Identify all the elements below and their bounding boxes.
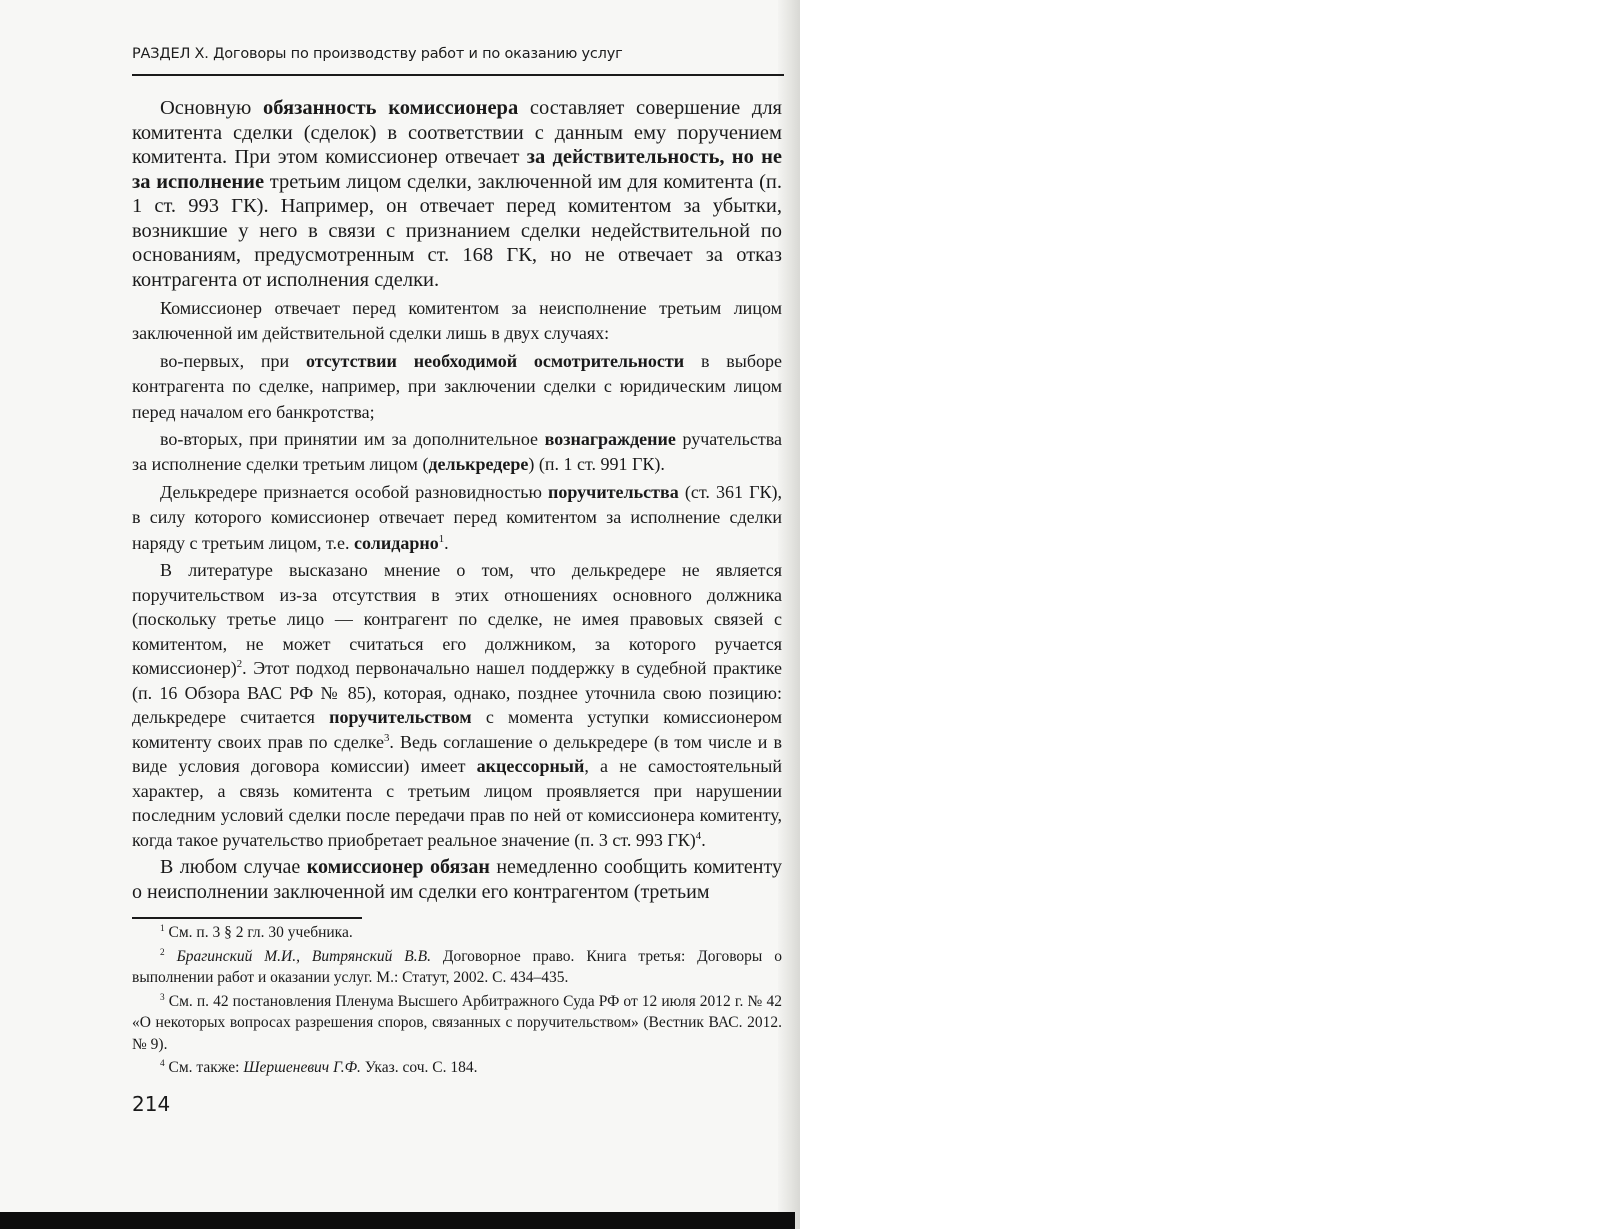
paragraph-5 (132, 480, 782, 556)
header-rule (132, 74, 784, 76)
text: во-вторых, при принятии им за дополнительное (160, 429, 545, 450)
text: . (701, 829, 706, 850)
bold-term: поручительством (329, 707, 472, 728)
text: ручательства за исполнение сделки третьим лицом ( (132, 429, 782, 475)
paragraph-7 (132, 855, 782, 905)
text: в выборе контрагента по сделке, например, при заключении сделки с юридическим лицом перед началом его банкротства; (132, 350, 782, 422)
footnote-number: 4 (160, 1058, 165, 1069)
paragraph-3 (132, 349, 782, 425)
footnote-authors: Шершеневич Г.Ф. (243, 1059, 361, 1076)
footnote-4 (132, 1057, 782, 1079)
footnote-1 (132, 922, 782, 944)
paragraph-6 (132, 558, 782, 852)
footnote-ref-3[interactable]: 3 (384, 731, 390, 744)
text: (ст. 361 ГК), в силу которого комиссионер отвечает перед комитентом за исполнение сделки наряду с третьим лицом, т.е. (132, 481, 783, 553)
bold-term: делькредере (428, 454, 529, 475)
footnote-text: См. п. 42 постановления Пленума Высшего Арбитражного Суда РФ от 12 июля 2012 г. № 42 «О некоторых вопросах разрешения споров, связанных с поручительством» (Вестник ВАС. 2012. № 9). (132, 992, 783, 1053)
text: . Ведь соглашение о делькредере (в том числе и в виде условия договора комиссии) имеет (132, 731, 782, 777)
text: с момента уступки комиссионером комитенту своих прав по сделке (132, 707, 782, 752)
text: В литературе высказано мнение о том, что делькредере не является поручительством из-за отсутствия в этих отношениях основного должника (поскольку третье лицо — контрагент по сделке, не имея правовых связей с комитентом, не может считаться его должником, за которого ручается комиссионер) (132, 560, 782, 679)
bold-term: отсутствии необходимой осмотрительности (305, 350, 685, 371)
footnote-ref-4[interactable]: 4 (695, 829, 702, 842)
footnote-number: 1 (160, 923, 165, 934)
page-number: 214 (132, 1092, 171, 1116)
footnote-text: Указ. соч. С. 184. (360, 1059, 478, 1076)
text: . (444, 532, 449, 553)
main-text (132, 96, 782, 905)
footnote-prefix: См. также: (168, 1059, 244, 1076)
text: Комиссионер отвечает перед комитентом за неисполнение третьим лицом заключенной им действительной сделки лишь в двух случаях: (132, 298, 782, 344)
text: В любом случае (160, 856, 307, 879)
footnote-rule (132, 917, 362, 919)
bold-term: поручительства (548, 481, 679, 502)
scan-shadow-bar (0, 1212, 795, 1229)
running-head: РАЗДЕЛ X. Договоры по производству работ и по оказанию услуг (132, 46, 623, 62)
footnote-ref-1[interactable]: 1 (438, 532, 445, 545)
footnote-2 (132, 946, 782, 989)
footnote-number: 3 (160, 992, 165, 1003)
text: . Этот подход первоначально нашел поддержку в судебной практике (п. 16 Обзора ВАС РФ № 85), которая, однако, позднее уточнила свою позицию: делькредере считается (132, 658, 782, 728)
paragraph-1 (132, 96, 782, 292)
footnotes (132, 922, 782, 1081)
bold-term: вознаграждение (544, 429, 676, 450)
text: , а не самостоятельный характер, а связь комитента с третьим лицом проявляется при нарушении последним условий сделки после передачи прав по ней от комиссионера комитенту, когда такое ручательство приобретает реальное значение (п. 3 ст. 993 ГК) (132, 756, 782, 850)
footnote-3 (132, 991, 782, 1056)
paragraph-2 (132, 296, 782, 347)
text: составляет совершение для комитента сделки (сделок) в соответствии с данным ему поручением комитента. При этом комиссионер отвечает (132, 97, 782, 168)
footnote-text: Договорное право. Книга третья: Договоры о выполнении работ и оказании услуг. М.: Статут, 2002. С. 434–435. (132, 947, 783, 986)
footnote-text: См. п. 3 § 2 гл. 30 учебника. (168, 924, 353, 941)
text: третьим лицом сделки, заключенной им для комитента (п. 1 ст. 993 ГК). Например, он отвечает перед комитентом за убытки, возникшие у него в связи с признанием сделки недействительной по основаниям, предусмотренным ст. 168 ГК, но не отвечает за отказ контрагента от исполнения сделки. (132, 170, 782, 291)
bold-term: обязанность комиссионера (263, 97, 519, 119)
text: Основную (160, 97, 264, 119)
text: во-первых, при (160, 350, 306, 371)
paragraph-4 (132, 427, 782, 478)
text: Делькредере признается особой разновидностью (160, 481, 549, 502)
bold-term: акцессорный (476, 756, 585, 777)
footnote-ref-2[interactable]: 2 (236, 658, 243, 671)
bold-term: за действительность, но не за исполнение (132, 146, 782, 193)
text: ) (п. 1 ст. 991 ГК). (528, 454, 665, 475)
bold-term: солидарно (354, 532, 439, 553)
bold-term: комиссионер обязан (306, 856, 490, 879)
footnote-authors: Брагинский М.И., Витрянский В.В. (176, 947, 431, 965)
footnote-number: 2 (160, 947, 165, 958)
text: немедленно сообщить комитенту о неисполнении заключенной им сделки его контрагентом (третьим (132, 856, 782, 904)
